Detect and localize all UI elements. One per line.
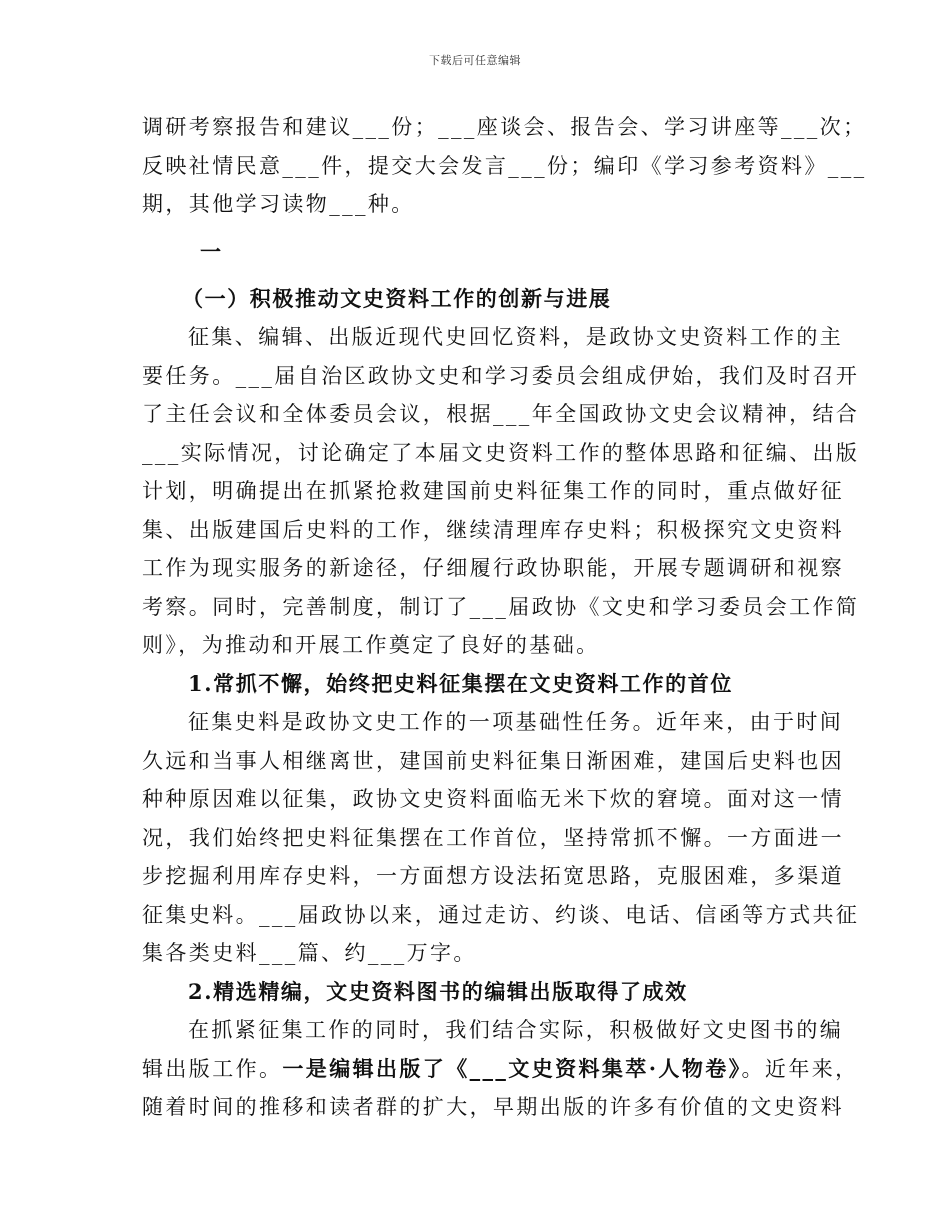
paragraph-line: 则》，为推动和开展工作奠定了良好的基础。 xyxy=(142,633,600,657)
paragraph-line-mixed xyxy=(142,1050,859,1089)
paragraph-line: 随着时间的推移和读者群的扩大，早期出版的许多有价值的文史资料 xyxy=(142,1095,844,1119)
section-heading: （一）积极推动文史资料工作的创新与进展 xyxy=(182,285,612,311)
paragraph-line: 了主任会议和全体委员会议，根据___年全国政协文史会议精神，结合 xyxy=(142,402,860,426)
paragraph-line: 集、出版建国后史料的工作，继续清理库存史料；积极探究文史资料 xyxy=(142,517,844,542)
paragraph-line: 要任务。___届自治区政协文史和学习委员会组成伊始，我们及时召开 xyxy=(142,363,860,388)
paragraph-text: 辑出版工作。 xyxy=(142,1056,283,1081)
paragraph-line: 在抓紧征集工作的同时，我们结合实际，积极做好文史图书的编 xyxy=(188,1018,844,1042)
intro-line-3: 期，其他学习读物___种。 xyxy=(142,192,415,216)
paragraph-line: 征集史料。___届政协以来，通过走访、约谈、电话、信函等方式共征 xyxy=(142,902,860,927)
emphasis-text: 一是编辑出版了《___文史资料集萃·人物卷》 xyxy=(282,1055,742,1081)
subsection-heading-2: 2.精选精编，文史资料图书的编辑出版取得了成效 xyxy=(188,978,688,1004)
paragraph-line: 集各类史料___篇、约___万字。 xyxy=(142,941,477,965)
page-header: 下载后可任意编辑 xyxy=(429,54,521,67)
paragraph-text: 。近年来， xyxy=(741,1056,859,1081)
paragraph-line: 步挖掘利用库存史料，一方面想方设法拓宽思路，克服困难，多渠道 xyxy=(142,864,844,888)
paragraph-line: 征集、编辑、出版近现代史回忆资料，是政协文史资料工作的主 xyxy=(188,325,844,349)
paragraph-line: ___实际情况，讨论确定了本届文史资料工作的整体思路和征编、出版 xyxy=(142,440,860,465)
intro-line-1: 调研考察报告和建议___份；___座谈会、报告会、学习讲座等___次； xyxy=(142,115,867,139)
paragraph-line: 久远和当事人相继离世，建国前史料征集日渐困难，建国后史料也因 xyxy=(142,748,844,773)
paragraph-line: 种种原因难以征集，政协文史资料面临无米下炊的窘境。面对这一情 xyxy=(142,787,844,811)
paragraph-line: 征集史料是政协文史工作的一项基础性任务。近年来，由于时间 xyxy=(188,710,844,734)
intro-line-2: 反映社情民意___件，提交大会发言___份；编印《学习参考资料》___ xyxy=(142,153,867,178)
paragraph-line: 考察。同时，完善制度，制订了___届政协《文史和学习委员会工作简 xyxy=(142,594,860,619)
section-numeral: 一 xyxy=(200,238,221,264)
paragraph-line: 工作为现实服务的新途径，仔细履行政协职能，开展专题调研和视察 xyxy=(142,556,844,580)
document-body xyxy=(142,108,867,1127)
paragraph-line: 况，我们始终把史料征集摆在工作首位，坚持常抓不懈。一方面进一 xyxy=(142,825,844,850)
paragraph-line: 计划，明确提出在抓紧抢救建国前史料征集工作的同时，重点做好征 xyxy=(142,479,844,503)
subsection-heading-1: 1.常抓不懈，始终把史料征集摆在文史资料工作的首位 xyxy=(188,670,733,696)
